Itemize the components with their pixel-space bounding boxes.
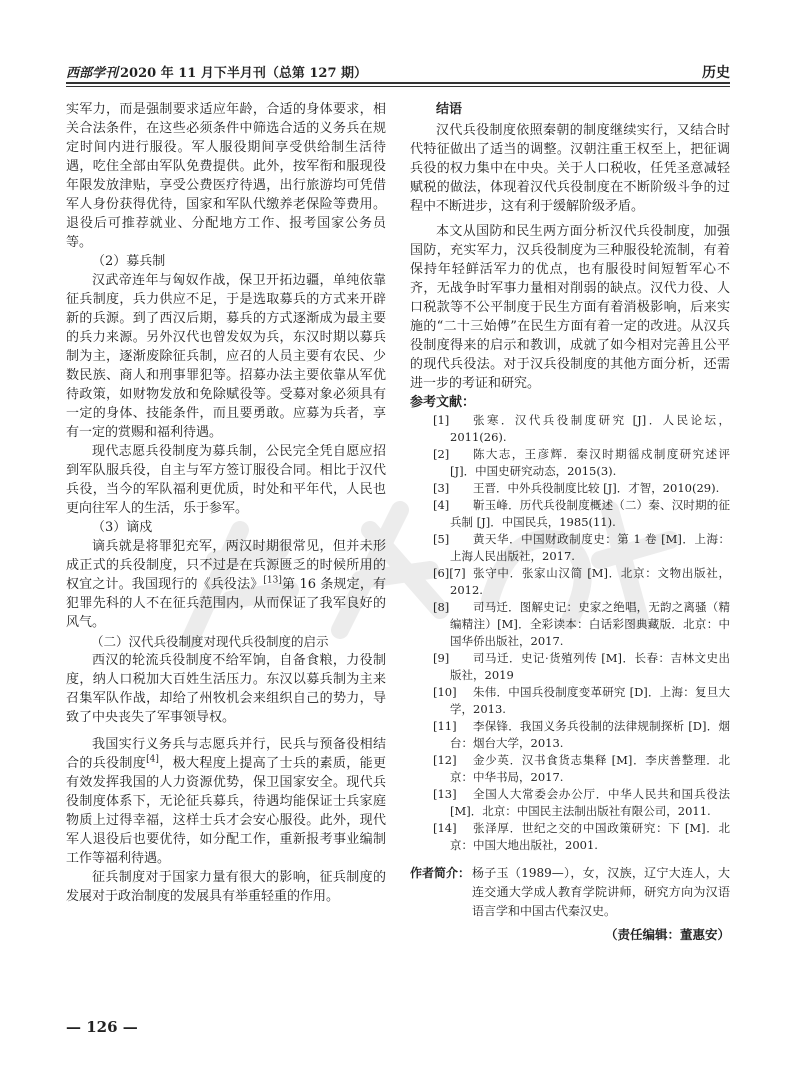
reference-item xyxy=(410,718,730,752)
reference-number: [12] xyxy=(433,753,457,767)
reference-text: 黄天华．中国财政制度史：第 1 卷 [M]．上海：上海人民出版社，2017. xyxy=(450,532,730,563)
subheading: （2）募兵制 xyxy=(92,254,166,269)
header-rule-thick xyxy=(66,82,730,84)
reference-number: [6][7] xyxy=(433,566,466,580)
reference-item xyxy=(410,684,730,718)
text-run: 谪兵就是将罪犯充军，两汉时期很常见，但并未形成正式的兵役制度，只不过是在兵源匮乏的时候所用的权宜之计。我国现行的《兵役法》 xyxy=(66,539,386,592)
reference-item xyxy=(410,565,730,599)
reference-number: [5] xyxy=(433,532,450,546)
reference-number: [10] xyxy=(433,685,457,699)
right-column xyxy=(410,100,730,944)
reference-text: 陈大志，王彦辉．秦汉时期徭戍制度研究述评 [J]．中国史研究动态，2015(3). xyxy=(450,447,730,478)
paragraph: 现代志愿兵役制度为募兵制，公民完全凭自愿应招到军队服兵役，自主与军方签订服役合同。相比于汉代兵役，当今的军队福利更优质，时处和平年代，人民也更向往军人的生活，乐于参军。 xyxy=(66,444,386,516)
paragraph xyxy=(66,537,386,632)
reference-item xyxy=(410,599,730,650)
reference-text: 全国人大常委会办公厅．中华人民共和国兵役法[M]．北京：中国民主法制出版社有限公司，2011. xyxy=(450,787,730,818)
reference-list xyxy=(410,412,730,854)
citation: [13] xyxy=(263,575,282,586)
left-column xyxy=(66,100,386,906)
reference-text: 靳玉峰．历代兵役制度概述（二）秦、汉时期的征兵制 [J]．中国民兵，1985(11). xyxy=(450,498,730,529)
section-label: 历史 xyxy=(702,65,730,81)
references-heading: 参考文献： xyxy=(410,395,476,410)
reference-text: 朱伟．中国兵役制度变革研究 [D]．上海：复旦大学，2013. xyxy=(450,685,730,716)
reference-text: 王晋．中外兵役制度比较 [J]．才智，2010(29). xyxy=(473,481,720,495)
reference-item xyxy=(410,446,730,480)
section-heading: （二）汉代兵役制度对现代兵役制度的启示 xyxy=(91,634,329,649)
reference-number: [3] xyxy=(433,481,450,495)
conclusion-heading: 结语 xyxy=(436,102,463,117)
reference-number: [14] xyxy=(433,821,457,835)
author-bio xyxy=(410,864,730,921)
editor-credit: （责任编辑：董惠安） xyxy=(604,927,730,942)
reference-number: [13] xyxy=(433,787,457,801)
reference-text: 李保锋．我国义务兵役制的法律规制探析 [D]．烟台：烟台大学，2013. xyxy=(450,719,730,750)
reference-text: 司马迁．图解史记：史家之绝唱，无韵之离骚（精编精注）[M]．全彩读本：白话彩图典藏版．北京：中国华侨出版社，2017. xyxy=(450,600,730,648)
journal-logo: 西部学刊 xyxy=(66,66,119,81)
reference-item xyxy=(410,650,730,684)
reference-number: [9] xyxy=(433,651,450,665)
paragraph: 西汉的轮流兵役制度不给军饷，自备食粮，力役制度，纳人口税加大百姓生活压力。东汉以募兵制为主来召集军队作战，却给了州牧机会来组织自己的势力，导致了中央丧失了军事领导权。 xyxy=(66,653,386,725)
journal-issue xyxy=(66,62,367,81)
reference-item xyxy=(410,820,730,854)
reference-text: 金少英．汉书食货志集释 [M]．李庆善整理．北京：中华书局，2017. xyxy=(450,753,730,784)
text-run: ，极大程度上提高了士兵的素质，能更有效发挥我国的人力资源优势，保卫国家安全。现代兵役制度体系下，无论征兵募兵，待遇均能保证士兵家庭物质上过得幸福，这样士兵才会安心服役。此外，现代军人退役后也要优待，如分配工作，重新报考事业编制工作等福利待遇。 xyxy=(66,756,386,866)
reference-item xyxy=(410,531,730,565)
reference-number: [2] xyxy=(433,447,450,461)
reference-text: 张泽厚．世纪之交的中国政策研究：下 [M]．北京：中国大地出版社，2001. xyxy=(450,821,730,852)
reference-item xyxy=(410,752,730,786)
reference-text: 张寒．汉代兵役制度研究 [J]．人民论坛，2011(26). xyxy=(450,413,730,444)
subheading: （3）谪戍 xyxy=(92,520,153,535)
page-number: — 126 — xyxy=(66,1018,138,1036)
reference-number: [1] xyxy=(433,413,450,427)
author-text: 杨子玉（1989—），女，汉族，辽宁大连人，大连交通大学成人教育学院讲师，研究方向为汉语语言学和中国古代秦汉史。 xyxy=(472,866,730,918)
reference-text: 张守中．张家山汉简 [M]．北京：文物出版社，2012. xyxy=(450,566,730,597)
reference-number: [8] xyxy=(433,600,450,614)
reference-item xyxy=(410,412,730,446)
text-run: 第 16 条规定，有犯罪先科的人不在征兵范围内，从而保证了我军良好的风气。 xyxy=(66,577,386,630)
paragraph: 汉代兵役制度依照秦朝的制度继续实行，又结合时代特征做出了适当的调整。汉朝注重王权至上，把征调兵役的权力集中在中央。关于人口税收，任凭圣意减轻赋税的做法，体现着汉代兵役制度在不断阶级斗争的过程中不断进步，这有利于缓解阶级矛盾。 xyxy=(410,123,730,214)
paragraph: 征兵制度对于国家力量有很大的影响，征兵制度的发展对于政治制度的发展具有举重轻重的作用。 xyxy=(66,870,386,904)
reference-number: [4] xyxy=(433,498,450,512)
reference-item xyxy=(410,786,730,820)
paragraph: 本文从国防和民生两方面分析汉代兵役制度，加强国防，充实军力，汉兵役制度为三种服役轮流制，有着保持年轻鲜活军力的优点，也有服役时间短暂军心不齐，无战争时军事力量相对削弱的缺点。汉代力役、人口税款等不公平制度于民生方面有着消极影响，后来实施的“二十三始傅”在民生方面有着一定的改进。从汉兵役制度得来的启示和教训，成就了如今相对完善且公平的现代兵役法。对于汉兵役制度的其他方面分析，还需进一步的考证和研究。 xyxy=(410,224,730,391)
paragraph xyxy=(66,735,386,868)
reference-item xyxy=(410,497,730,531)
reference-number: [11] xyxy=(433,719,457,733)
text-run: 我国实行义务兵与志愿兵并行，民兵与预备役相结合的兵役制度 xyxy=(66,737,386,771)
paragraph: 汉武帝连年与匈奴作战，保卫开拓边疆，单纯依靠征兵制度，兵力供应不足，于是选取募兵的方式来开辟新的兵源。到了西汉后期，募兵的方式逐渐成为最主要的兵力来源。另外汉代也曾发奴为兵，东汉时期以募兵制为主，逐渐废除征兵制，应召的人员主要有农民、少数民族、商人和刑事罪犯等。招募办法主要依靠从军优待政策，如财物发放和免除赋役等。受募对象必须具有一定的身体、技能条件，而且要勇敢。应募为兵者，享有一定的赏赐和福利待遇。 xyxy=(66,273,386,440)
paragraph: 实军力，而是强制要求适应年龄，合适的身体要求，相关合法条件，在这些必须条件中筛选合适的义务兵在规定时间内进行服役。军人服役期间享受供给制生活待遇，吃住全部由军队免费提供。此外，按军衔和服现役年限发放津贴，享受公费医疗待遇，出行旅游均可凭借军人身份获得优待，国家和军队代缴养老保险等费用。退役后可推荐就业、分配地方工作、报考国家公务员等。 xyxy=(66,102,386,250)
reference-text: 司马迁．史记·货殖列传 [M]．长春：吉林文史出版社，2019 xyxy=(450,651,730,682)
reference-item xyxy=(410,480,730,497)
header-rule-thin xyxy=(66,86,730,87)
author-label: 作者简介： xyxy=(410,866,471,880)
issue-info: 2020 年 11 月下半月刊（总第 127 期） xyxy=(120,66,368,81)
citation: [4] xyxy=(146,754,159,765)
